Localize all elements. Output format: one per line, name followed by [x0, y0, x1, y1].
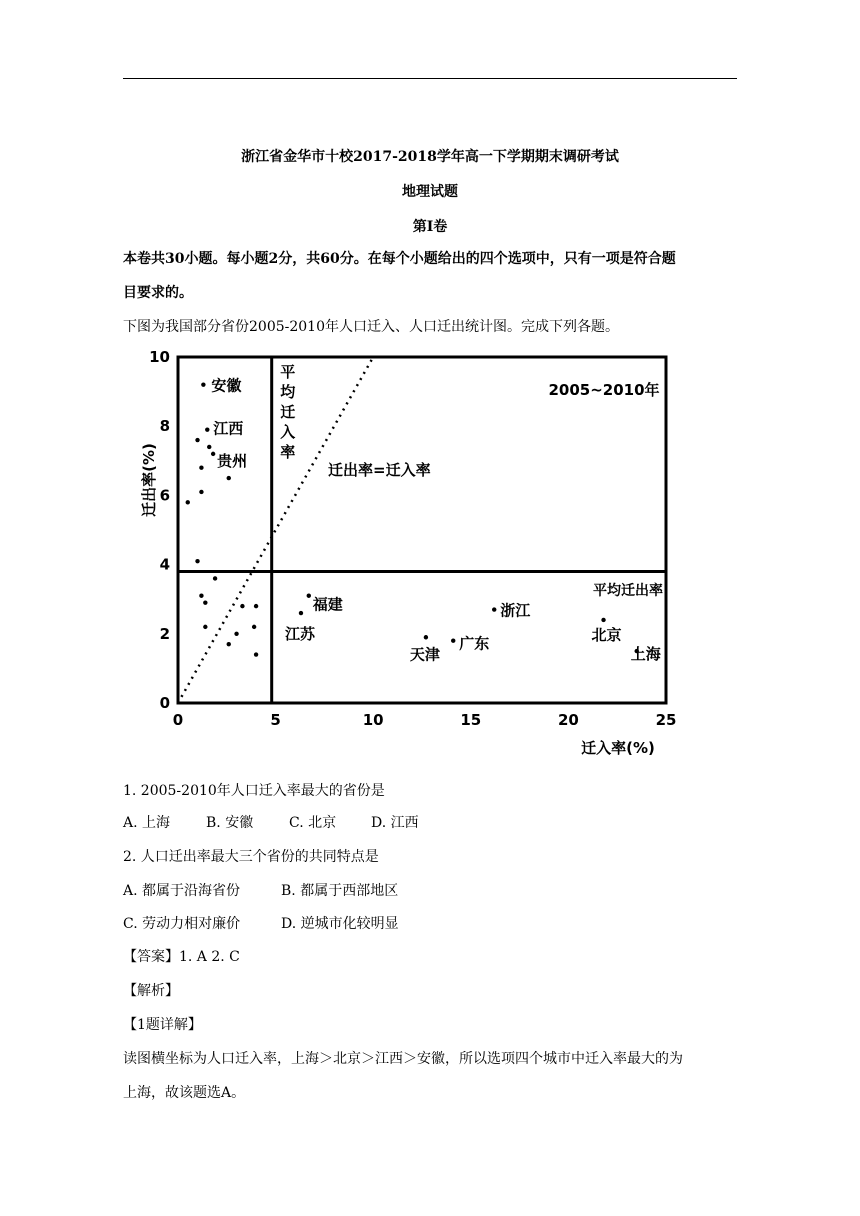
question-1-stem: 1. 2005-2010年人口迁入率最大的省份是: [123, 783, 385, 799]
x-tick-label: 0: [172, 711, 184, 729]
avg-in-label-char: 迁: [280, 403, 296, 421]
data-point-浙江: [492, 607, 496, 611]
x-tick-label: 5: [270, 711, 281, 729]
data-point: [240, 604, 244, 608]
subject-title: 地理试题: [402, 184, 458, 200]
x-axis-label: 迁入率(%): [581, 739, 655, 757]
q2-option-b: B. 都属于西部地区: [281, 883, 399, 899]
avg-in-label-char: 均: [280, 383, 296, 401]
y-tick-label: 6: [159, 486, 170, 505]
instructions-line-1: 本卷共30小题。每小题2分，共60分。在每个小题给出的四个选项中，只有一项是符合题: [123, 251, 676, 267]
q2-option-a: A. 都属于沿海省份: [123, 883, 241, 899]
data-point-label: 江西: [213, 419, 244, 438]
data-point-label: 福建: [312, 595, 343, 614]
data-point-label: 北京: [591, 625, 622, 644]
data-point-天津: [424, 635, 428, 639]
chart-title: 2005~2010年: [548, 381, 660, 399]
data-point-广东: [451, 639, 455, 643]
data-point-label: 广东: [459, 634, 490, 653]
migration-scatter-chart: [140, 345, 700, 765]
data-point: [186, 500, 190, 504]
equal-rate-line: [178, 357, 373, 703]
volume-title: 第Ⅰ卷: [412, 219, 448, 235]
data-point: [227, 642, 231, 646]
data-point-福建: [307, 594, 311, 598]
data-point-label: 浙江: [500, 601, 531, 620]
q2-option-d: D. 逆城市化较明显: [281, 916, 399, 932]
data-point-label: 江苏: [284, 625, 315, 644]
q2-option-c: C. 劳动力相对廉价: [123, 916, 241, 932]
avg-in-label-char: 平: [280, 363, 296, 381]
y-tick-label: 0: [159, 694, 170, 712]
data-point: [195, 438, 199, 442]
data-point-北京: [601, 618, 605, 622]
data-point: [213, 576, 217, 580]
y-tick-label: 4: [159, 555, 170, 574]
question-intro: 下图为我国部分省份2005-2010年人口迁入、人口迁出统计图。完成下列各题。: [123, 319, 619, 335]
detail-heading: 【1题详解】: [123, 1017, 202, 1033]
data-point-label: 上海: [630, 645, 661, 664]
data-point: [254, 604, 258, 608]
document-title: 浙江省金华市十校2017-2018学年高一下学期期末调研考试: [241, 149, 619, 165]
equal-rate-label: 迁出率=迁入率: [328, 461, 431, 479]
x-tick-label: 15: [460, 711, 482, 729]
data-point-label: 贵州: [217, 451, 248, 470]
data-point: [199, 490, 203, 494]
y-axis-label: 迁出率(%): [140, 443, 158, 517]
y-tick-label: 8: [159, 417, 170, 436]
data-point-label: 安徽: [211, 376, 242, 395]
q1-option-d: D. 江西: [371, 815, 419, 831]
answer-line: 【答案】1. A 2. C: [123, 949, 240, 965]
avg-in-label-char: 率: [280, 443, 296, 461]
x-tick-label: 25: [655, 711, 677, 729]
analysis-heading: 【解析】: [123, 983, 179, 999]
data-point: [195, 559, 199, 563]
data-point: [254, 652, 258, 656]
q1-option-b: B. 安徽: [206, 815, 254, 831]
avg-out-label: 平均迁出率: [593, 583, 663, 599]
data-point-安徽: [201, 382, 205, 386]
explanation-line-1: 读图横坐标为人口迁入率，上海＞北京＞江西＞安徽，所以选项四个城市中迁入率最大的为: [123, 1051, 683, 1067]
avg-in-label: [280, 363, 296, 461]
x-tick-label: 10: [362, 711, 384, 729]
data-point: [203, 625, 207, 629]
data-point: [203, 600, 207, 604]
data-point: [234, 632, 238, 636]
x-tick-label: 20: [557, 711, 579, 729]
y-tick-label: 10: [149, 348, 170, 366]
data-point: [207, 445, 211, 449]
avg-in-label-char: 入: [280, 423, 296, 441]
y-tick-label: 2: [159, 624, 170, 643]
data-point: [199, 466, 203, 470]
explanation-line-2: 上海，故该题选A。: [123, 1085, 246, 1101]
y-axis-ticks: [149, 348, 170, 712]
instructions-line-2: 目要求的。: [123, 285, 193, 301]
data-point: [199, 594, 203, 598]
q1-option-c: C. 北京: [289, 815, 337, 831]
data-point-江苏: [299, 611, 303, 615]
data-point-江西: [205, 427, 209, 431]
data-point: [252, 625, 256, 629]
q1-option-a: A. 上海: [123, 815, 171, 831]
data-point: [227, 476, 231, 480]
x-axis-ticks: [173, 711, 677, 729]
question-2-stem: 2. 人口迁出率最大三个省份的共同特点是: [123, 849, 379, 865]
header-rule: [123, 78, 737, 79]
data-point-贵州: [211, 452, 215, 456]
data-points: [186, 377, 662, 664]
data-point-label: 天津: [409, 645, 440, 664]
